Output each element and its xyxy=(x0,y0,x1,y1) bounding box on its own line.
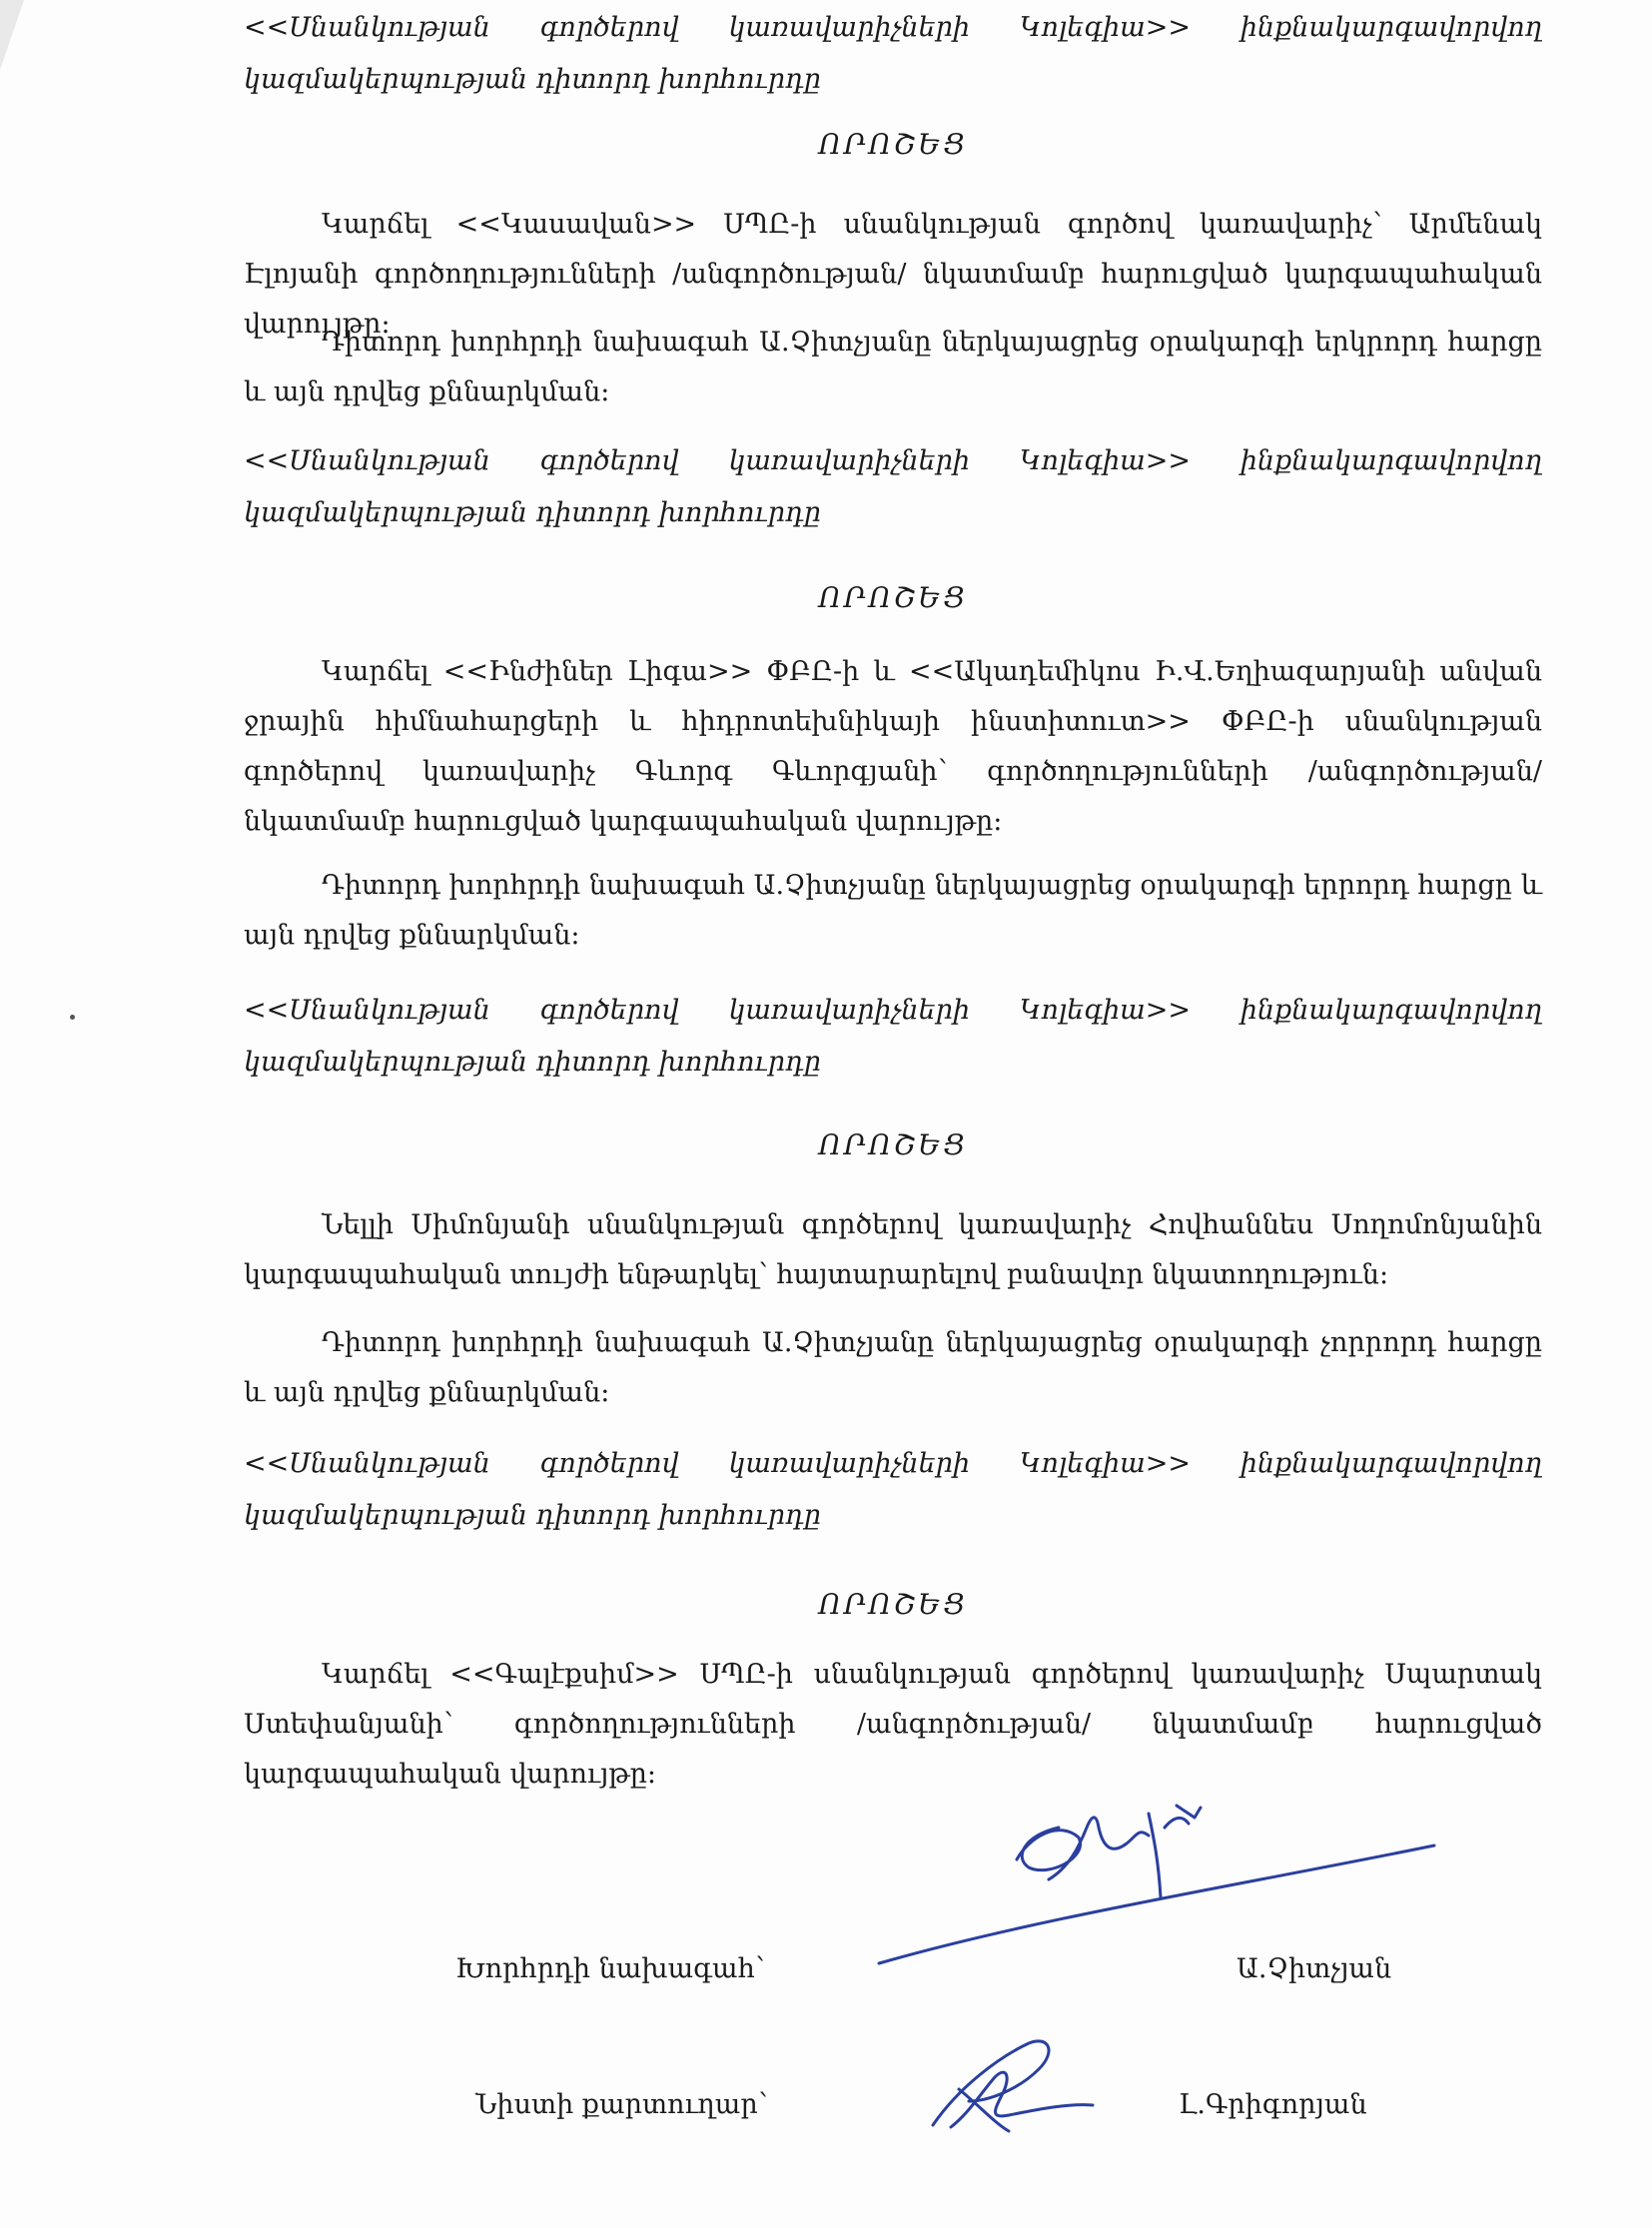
secretary-name: Լ.Գրիգորյան xyxy=(1179,2089,1367,2120)
scan-speck xyxy=(70,1015,75,1020)
heading-4-line1: <<Սնանկության գործերով կառավարիչների Կոլեգիա>> ինքնակարգավորվող xyxy=(244,1448,1542,1479)
paragraph-3: Կարճել <<Ինժիներ Լիգա>> ՓԲԸ-ի և <<Ակադեմիկոս Ի.Վ.Եղիազարյանի անվան ջրային հիմնահարցերի և հիդրոտեխնիկայի ինստիտուտ>> ՓԲԸ-ի սնանկության գործերով կառավարիչ Գևորգ Գևորգյանի՝ գործողությունների /անգործության/ նկատմամբ հարուցված կարգապահական վարույթը: xyxy=(244,656,1542,837)
paragraph-4: Դիտորդ խորհրդի նախագահ Ա.Չիտչյանը ներկայացրեց օրակարգի երրորդ հարցը և այն դրվեց քննարկման: xyxy=(244,870,1542,951)
heading-1-line1: <<Սնանկության գործերով կառավարիչների Կոլեգիա>> ինքնակարգավորվող xyxy=(244,12,1542,43)
heading-3-line1: <<Սնանկության գործերով կառավարիչների Կոլեգիա>> ինքնակարգավորվող xyxy=(244,995,1542,1026)
paragraph-6: Դիտորդ խորհրդի նախագահ Ա.Չիտչյանը ներկայացրեց օրակարգի չորրորդ հարցը և այն դրվեց քննարկման: xyxy=(244,1327,1542,1408)
paragraph-5: Նելլի Սիմոնյանի սնանկության գործերով կառավարիչ Հովհաննես Սողոմոնյանին կարգապահական տույժի ենթարկել՝ հայտարարելով բանավոր նկատողություն: xyxy=(244,1209,1542,1290)
decision-3: ՈՐՈՇԵՑ xyxy=(818,1128,968,1161)
chair-signature xyxy=(879,1806,1434,1963)
heading-1-line2: կազմակերպության դիտորդ խորհուրդը xyxy=(244,64,821,95)
chair-name: Ա.Չիտչյան xyxy=(1237,1953,1392,1984)
paragraph-7: Կարճել <<Գալէքսիմ>> ՍՊԸ-ի սնանկության գործերով կառավարիչ Սպարտակ Ստեփանյանի՝ գործողությունների /անգործության/ նկատմամբ հարուցված կարգապահական վարույթը: xyxy=(244,1659,1542,1790)
heading-2-line1: <<Սնանկության գործերով կառավարիչների Կոլեգիա>> ինքնակարգավորվող xyxy=(244,445,1542,476)
heading-2-line2: կազմակերպության դիտորդ խորհուրդը xyxy=(244,497,821,528)
heading-3-line2: կազմակերպության դիտորդ խորհուրդը xyxy=(244,1047,821,1078)
heading-4-line2: կազմակերպության դիտորդ խորհուրդը xyxy=(244,1500,821,1531)
secretary-title: Նիստի քարտուղար՝ xyxy=(475,2089,768,2120)
paragraph-1: Կարճել <<Կասավան>> ՍՊԸ-ի սնանկության գործով կառավարիչ՝ Արմենակ Էլոյանի գործողությունների /անգործության/ նկատմամբ հարուցված կարգապահական վարույթը: xyxy=(244,209,1542,340)
secretary-signature xyxy=(933,2041,1093,2131)
decision-2: ՈՐՈՇԵՑ xyxy=(818,581,968,614)
chair-title: Խորհրդի նախագահ՝ xyxy=(455,1953,765,1984)
decision-4: ՈՐՈՇԵՑ xyxy=(818,1588,968,1621)
paragraph-2: Դիտորդ խորհրդի նախագահ Ա.Չիտչյանը ներկայացրեց օրակարգի երկրորդ հարցը և այն դրվեց քննարկման: xyxy=(244,327,1542,407)
decision-1: ՈՐՈՇԵՑ xyxy=(818,128,968,161)
